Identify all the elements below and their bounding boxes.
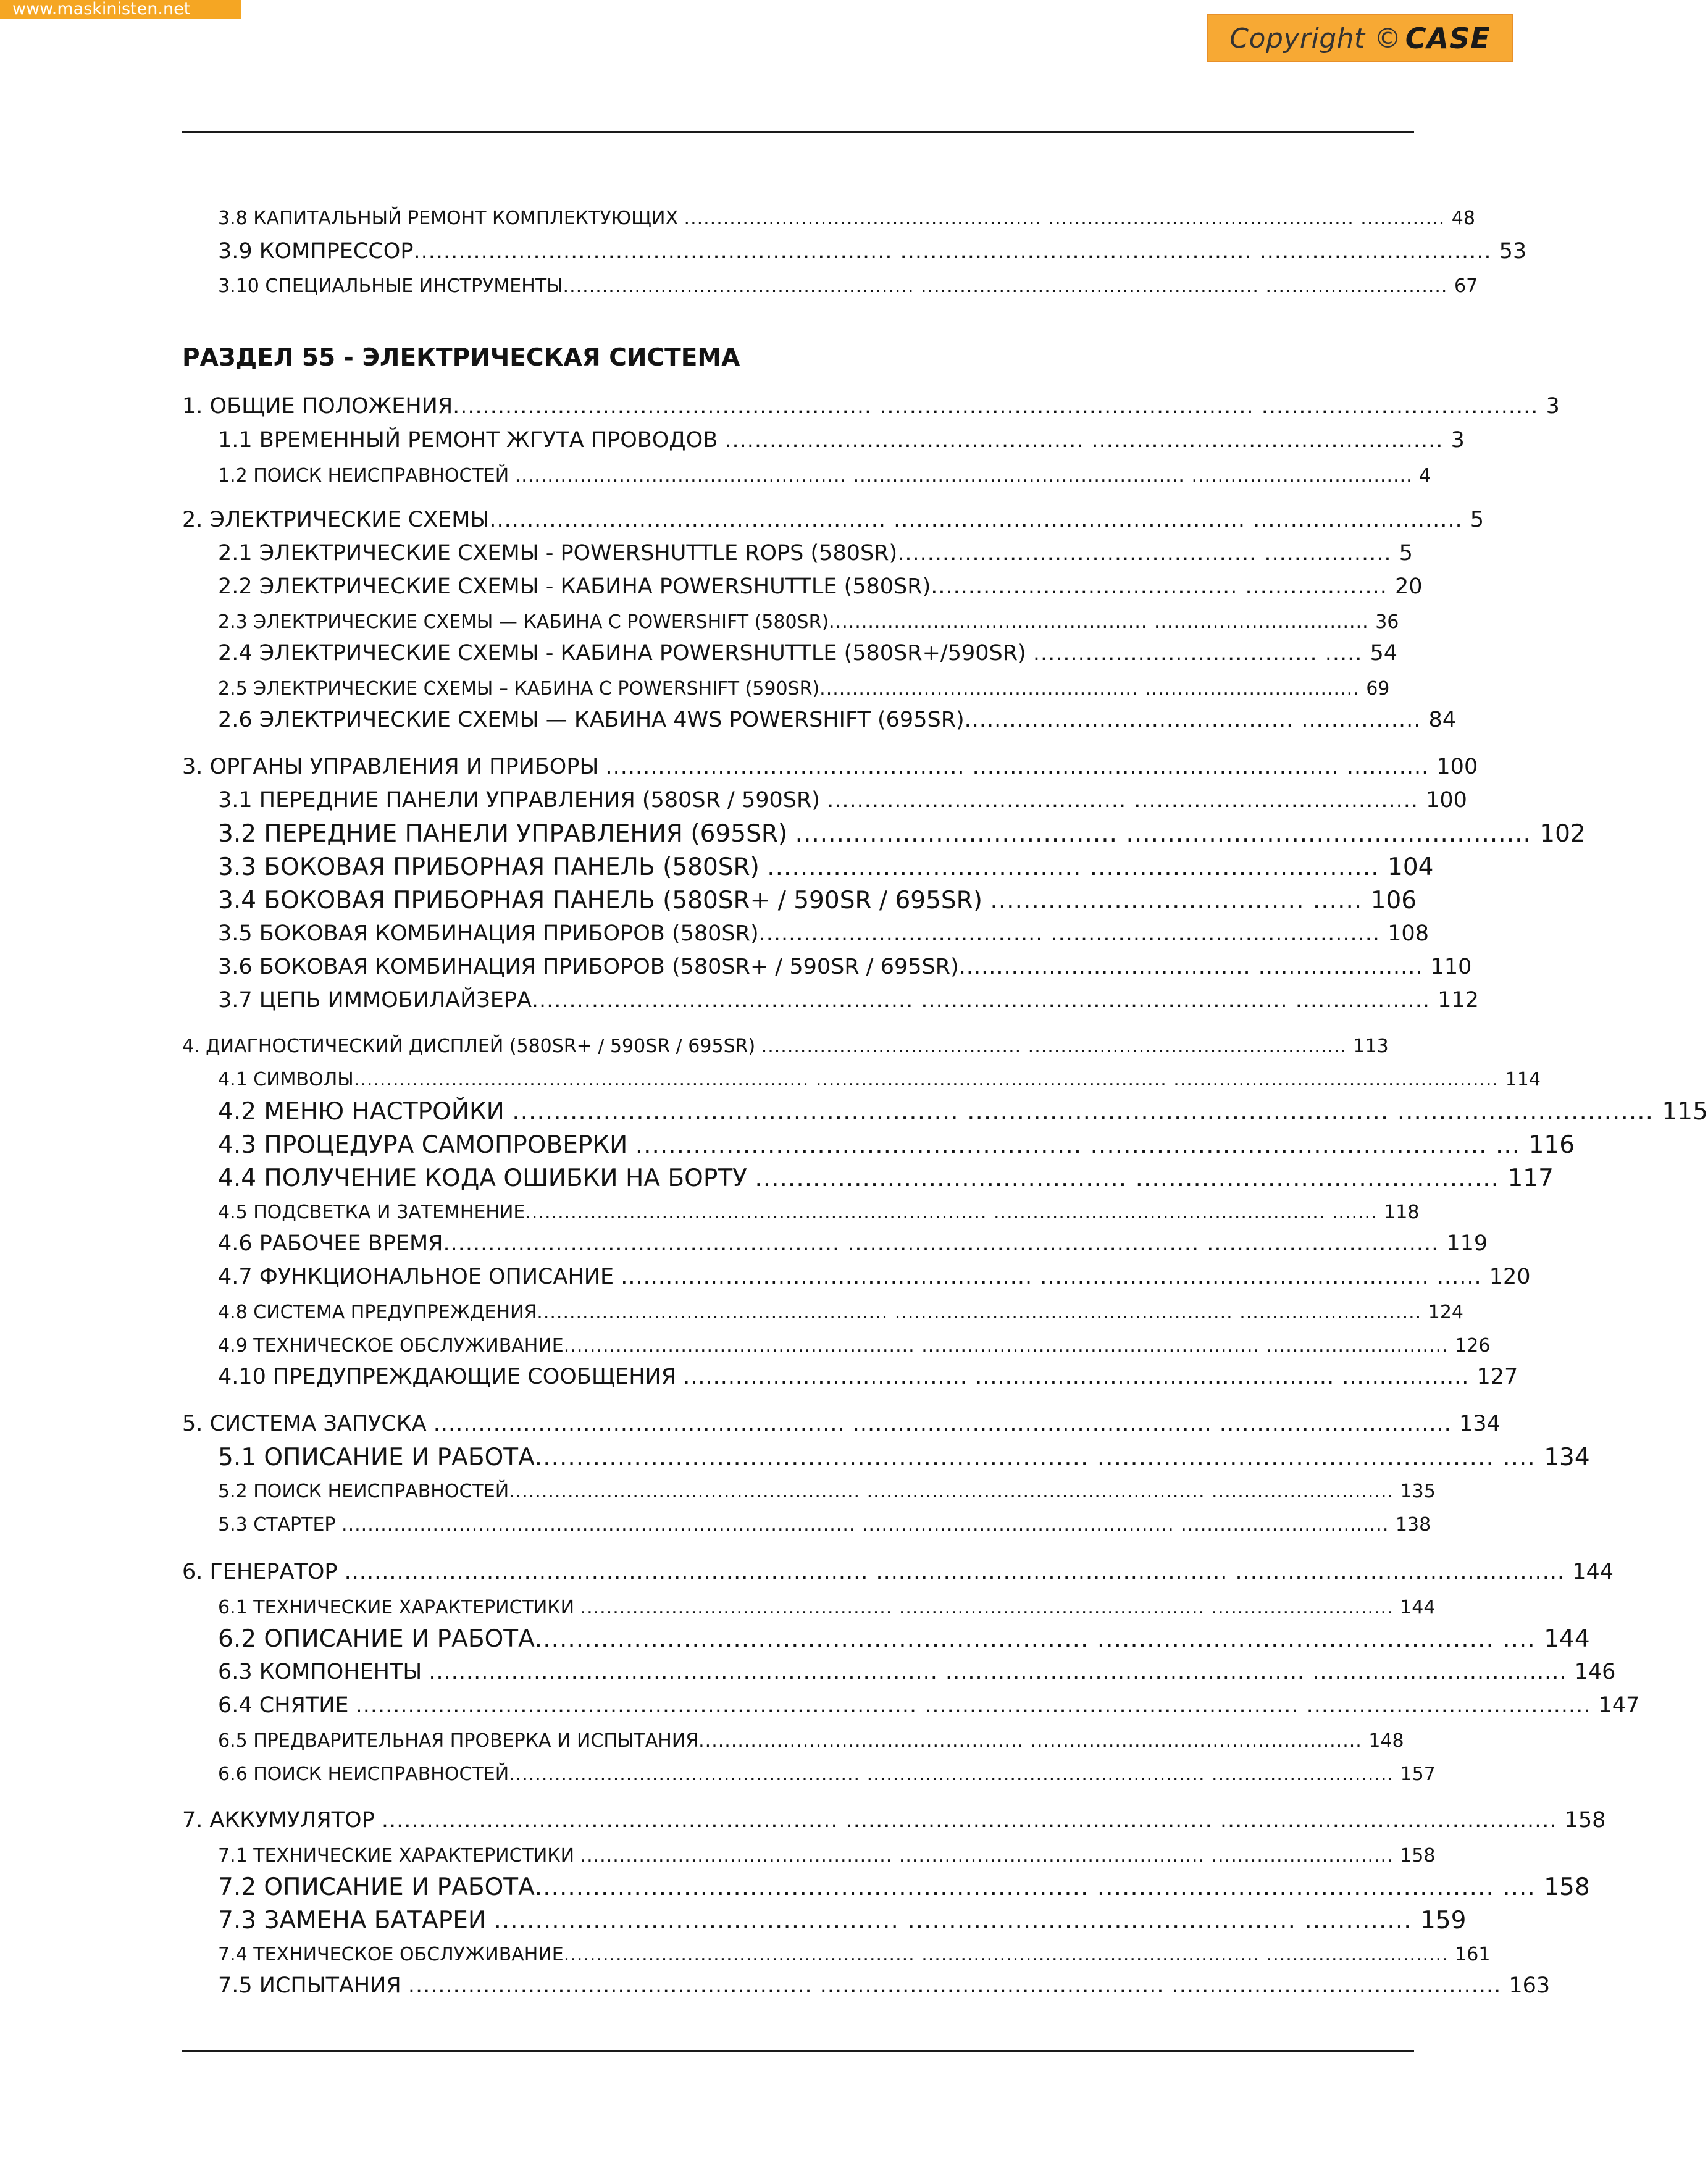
toc-entry-title: 6.4 СНЯТИЕ — [218, 1693, 356, 1718]
toc-page-number: 144 — [1400, 1597, 1436, 1618]
toc-entry[interactable] — [182, 1560, 1614, 1584]
toc-leader: ............................................. ............................................ — [755, 1165, 1508, 1192]
toc-entry-title: 3. ОРГАНЫ УПРАВЛЕНИЯ И ПРИБОРЫ — [182, 755, 606, 779]
toc-entry[interactable] — [218, 820, 1586, 848]
toc-entry-title: 4.6 РАБОЧЕЕ ВРЕМЯ — [218, 1231, 443, 1256]
toc-leader: ...................................... ................................... — [767, 853, 1388, 881]
toc-entry-title: 3.5 БОКОВАЯ КОМБИНАЦИЯ ПРИБОРОВ (580SR) — [218, 921, 759, 946]
toc-page-number: 127 — [1476, 1365, 1518, 1389]
toc-page-number: 114 — [1505, 1069, 1541, 1090]
toc-entry-title: 3.3 БОКОВАЯ ПРИБОРНАЯ ПАНЕЛЬ (580SR) — [218, 853, 768, 881]
toc-leader: ...................................................... .............................................. ............................................ — [408, 1973, 1509, 1998]
toc-leader: ................................................................... ................................................ .... — [534, 1444, 1544, 1471]
toc-leader: ................................................................ ............................................... ............................... — [413, 239, 1499, 264]
toc-entry[interactable] — [218, 1730, 1404, 1752]
toc-leader: ...................................................... .................................................... ............................ — [563, 1335, 1455, 1357]
toc-entry-title: 7. АККУМУЛЯТОР — [182, 1808, 382, 1833]
toc-entry[interactable] — [218, 428, 1465, 453]
toc-entry-title: 3.7 ЦЕПЬ ИММОБИЛАЙЗЕРА — [218, 988, 532, 1013]
toc-page-number: 48 — [1451, 207, 1475, 229]
case-logo: CASE — [1405, 22, 1491, 55]
toc-leader: ................................................ ............................................... ............................ — [580, 1845, 1400, 1867]
toc-entry-title: 6.2 ОПИСАНИЕ И РАБОТА — [218, 1625, 535, 1653]
toc-entry-title: 3.10 СПЕЦИАЛЬНЫЕ ИНСТРУМЕНТЫ — [218, 275, 563, 297]
toc-entry-title: 2.4 ЭЛЕКТРИЧЕСКИЕ СХЕМЫ - КАБИНА POWERSHUTTLE (580SR+/590SR) — [218, 641, 1033, 666]
toc-entry-title: 3.6 БОКОВАЯ КОМБИНАЦИЯ ПРИБОРОВ (580SR+ / 590SR / 695SR) — [218, 955, 959, 979]
toc-entry[interactable] — [218, 1693, 1640, 1718]
toc-entry-title: 7.4 ТЕХНИЧЕСКОЕ ОБСЛУЖИВАНИЕ — [218, 1944, 564, 1965]
toc-leader: ....................................... ...................... — [958, 955, 1431, 979]
toc-page-number: 108 — [1388, 921, 1429, 946]
toc-leader: ...................................................... .................................................... ............................ — [563, 1944, 1455, 1965]
toc-entry[interactable] — [218, 574, 1423, 599]
toc-entry[interactable] — [218, 275, 1478, 297]
toc-entry[interactable] — [218, 921, 1429, 946]
toc-page-number: 134 — [1459, 1411, 1501, 1436]
toc-entry[interactable] — [218, 955, 1472, 979]
toc-entry-title: 5. СИСТЕМА ЗАПУСКА — [182, 1411, 433, 1436]
toc-leader: ................................................. ................................. — [829, 611, 1376, 633]
toc-entry[interactable] — [218, 1365, 1518, 1389]
toc-leader: ....................................................................... ................................................... ....... — [525, 1202, 1384, 1223]
toc-entry[interactable] — [218, 1763, 1436, 1785]
toc-entry[interactable] — [182, 1035, 1389, 1057]
toc-page-number: 134 — [1544, 1444, 1590, 1471]
toc-entry[interactable] — [218, 465, 1431, 487]
toc-entry-title: 7.2 ОПИСАНИЕ И РАБОТА — [218, 1873, 535, 1901]
toc-entry-title: 6.1 ТЕХНИЧЕСКИЕ ХАРАКТЕРИСТИКИ — [218, 1597, 580, 1618]
toc-entry-title: 2.3 ЭЛЕКТРИЧЕСКИЕ СХЕМЫ — КАБИНА С POWERSHIFT (580SR) — [218, 611, 829, 633]
toc-entry-title: 3.2 ПЕРЕДНИЕ ПАНЕЛИ УПРАВЛЕНИЯ (695SR) — [218, 820, 795, 848]
toc-entry[interactable] — [218, 887, 1417, 914]
toc-page-number: 126 — [1455, 1335, 1491, 1357]
toc-entry[interactable] — [218, 1481, 1436, 1502]
toc-entry-title: 4. ДИАГНОСТИЧЕСКИЙ ДИСПЛЕЙ (580SR+ / 590SR / 695SR) — [182, 1035, 761, 1057]
toc-entry[interactable] — [218, 708, 1456, 732]
toc-entry-title: 7.3 ЗАМЕНА БАТАРЕИ — [218, 1907, 494, 1934]
toc-entry-title: 3.8 КАПИТАЛЬНЫЙ РЕМОНТ КОМПЛЕКТУЮЩИХ — [218, 207, 684, 229]
toc-leader: ......................................... ................... — [931, 574, 1396, 599]
toc-page-number: 124 — [1428, 1302, 1464, 1323]
toc-page-number: 100 — [1436, 755, 1478, 779]
toc-leader: ...................................................................... ...................................................... .................................................. — [353, 1069, 1505, 1090]
toc-entry-title: 2.6 ЭЛЕКТРИЧЕСКИЕ СХЕМЫ — КАБИНА 4WS POWERSHIFT (695SR) — [218, 708, 965, 732]
toc-page-number: 106 — [1370, 887, 1417, 914]
toc-leader: .................................................. ................................................... — [698, 1730, 1369, 1752]
toc-leader: ........................................ ...................................... — [827, 788, 1426, 813]
toc-page-number: 146 — [1574, 1660, 1616, 1684]
toc-leader: ................................................................... ................................................ .... — [534, 1873, 1544, 1901]
toc-entry[interactable] — [218, 611, 1399, 633]
toc-entry[interactable] — [218, 1873, 1590, 1901]
toc-entry-title: 1.2 ПОИСК НЕИСПРАВНОСТЕЙ — [218, 465, 515, 487]
toc-entry[interactable] — [218, 1098, 1708, 1126]
toc-page-number: 144 — [1572, 1560, 1614, 1584]
toc-leader: ....................................................... ................................................ ............................... — [433, 1411, 1459, 1436]
toc-entry-title: 6.3 КОМПОНЕНТЫ — [218, 1660, 429, 1684]
toc-leader: ............................................ ................ — [964, 708, 1429, 732]
toc-page-number: 147 — [1598, 1693, 1640, 1718]
toc-entry[interactable] — [182, 1808, 1606, 1833]
toc-leader: ................................................... ................................................. .................. — [531, 988, 1438, 1013]
toc-page-number: 104 — [1388, 853, 1434, 881]
toc-leader: ................................................................... ................................................ .... — [534, 1625, 1544, 1653]
toc-leader: ...................................... ................................................ ................. — [683, 1365, 1477, 1389]
toc-leader: ...................................................... .................................................... ............................ — [563, 275, 1454, 297]
toc-page-number: 112 — [1438, 988, 1479, 1013]
toc-entry-title: 2. ЭЛЕКТРИЧЕСКИЕ СХЕМЫ — [182, 508, 490, 532]
toc-page-number: 3 — [1451, 428, 1465, 453]
header-divider — [182, 131, 1414, 133]
toc-entry[interactable] — [218, 1625, 1590, 1653]
toc-leader: ...................................................... .................................................... ............................ — [509, 1763, 1400, 1785]
toc-page-number: 138 — [1395, 1514, 1431, 1536]
toc-entry-title: 7.5 ИСПЫТАНИЯ — [218, 1973, 408, 1998]
toc-leader: ................................................ ................. — [897, 541, 1399, 566]
toc-entry[interactable] — [182, 394, 1560, 419]
toc-leader: ...................................... ...... — [990, 887, 1371, 914]
toc-page-number: 161 — [1455, 1944, 1491, 1965]
toc-leader: ................................................ ................................................. ........... — [605, 755, 1437, 779]
toc-leader: ........................................ ................................................. — [761, 1035, 1354, 1057]
toc-page-number: 54 — [1370, 641, 1398, 666]
toc-entry-title: 5.3 СТАРТЕР — [218, 1514, 342, 1536]
footer-divider — [182, 2050, 1414, 2052]
toc-page-number: 115 — [1662, 1098, 1708, 1126]
toc-page-number: 116 — [1528, 1131, 1575, 1159]
toc-entry[interactable] — [218, 641, 1398, 666]
toc-leader: ...................................................... ................................................ ... — [635, 1131, 1529, 1159]
toc-entry[interactable] — [218, 1231, 1488, 1256]
toc-entry-title: 2.1 ЭЛЕКТРИЧЕСКИЕ СХЕМЫ - POWERSHUTTLE ROPS (580SR) — [218, 541, 898, 566]
toc-entry[interactable] — [182, 755, 1478, 779]
toc-entry-title: 2.5 ЭЛЕКТРИЧЕСКИЕ СХЕМЫ – КАБИНА С POWERSHIFT (590SR) — [218, 678, 820, 700]
toc-entry-title: 5.1 ОПИСАНИЕ И РАБОТА — [218, 1444, 535, 1471]
toc-page-number: 100 — [1426, 788, 1467, 813]
toc-entry[interactable] — [218, 1944, 1491, 1965]
toc-entry-title: 4.8 СИСТЕМА ПРЕДУПРЕЖДЕНИЯ — [218, 1302, 537, 1323]
toc-entry[interactable] — [218, 1660, 1616, 1684]
toc-leader: ............................................................................... ................................................ ................................ — [341, 1514, 1396, 1536]
toc-entry[interactable] — [218, 678, 1390, 700]
toc-page-number: 135 — [1400, 1481, 1436, 1502]
toc-leader: ...................................... ..... — [1032, 641, 1370, 666]
toc-entry[interactable] — [218, 788, 1467, 813]
toc-leader: ................................................ ............................................... — [724, 428, 1451, 453]
toc-page-number: 4 — [1419, 465, 1431, 487]
copyright-banner — [1207, 14, 1513, 62]
toc-page-number: 113 — [1353, 1035, 1389, 1057]
toc-entry[interactable] — [218, 1597, 1436, 1618]
toc-leader: ........................................................................... .................................................. ...................................... — [355, 1693, 1599, 1718]
toc-entry[interactable] — [218, 1165, 1554, 1192]
toc-entry-title: 3.9 КОМПРЕССОР — [218, 239, 414, 264]
toc-entry[interactable] — [218, 1973, 1551, 1998]
toc-leader: ....................................... ................................................. — [795, 820, 1540, 848]
toc-entry[interactable] — [182, 508, 1484, 532]
toc-entry-title: 4.1 СИМВОЛЫ — [218, 1069, 354, 1090]
toc-page-number: 119 — [1446, 1231, 1488, 1256]
toc-entry-title: 5.2 ПОИСК НЕИСПРАВНОСТЕЙ — [218, 1481, 509, 1502]
toc-page-number: 20 — [1395, 574, 1423, 599]
toc-entry-title: 4.7 ФУНКЦИОНАЛЬНОЕ ОПИСАНИЕ — [218, 1265, 621, 1289]
toc-page-number: 36 — [1375, 611, 1399, 633]
site-url-badge[interactable]: www.maskinisten.net — [0, 0, 241, 19]
toc-entry-title: 4.9 ТЕХНИЧЕСКОЕ ОБСЛУЖИВАНИЕ — [218, 1335, 564, 1357]
toc-entry[interactable] — [218, 1069, 1541, 1090]
toc-page-number: 163 — [1509, 1973, 1551, 1998]
toc-page-number: 159 — [1420, 1907, 1467, 1934]
toc-entry[interactable] — [218, 988, 1479, 1013]
toc-entry[interactable] — [218, 1265, 1531, 1289]
toc-entry-title: 2.2 ЭЛЕКТРИЧЕСКИЕ СХЕМЫ - КАБИНА POWERSHUTTLE (580SR) — [218, 574, 931, 599]
toc-entry-title: 4.2 МЕНЮ НАСТРОЙКИ — [218, 1098, 513, 1126]
toc-entry-title: 1. ОБЩИЕ ПОЛОЖЕНИЯ — [182, 394, 453, 419]
toc-entry-title: 4.5 ПОДСВЕТКА И ЗАТЕМНЕНИЕ — [218, 1202, 525, 1223]
toc-entry-title: 6. ГЕНЕРАТОР — [182, 1560, 345, 1584]
toc-leader: ...................................................................... ............................................... ............................................ — [344, 1560, 1573, 1584]
toc-page-number: 148 — [1368, 1730, 1404, 1752]
toc-leader: ............................................................. ................................................. ............................................. — [381, 1808, 1565, 1833]
toc-entry[interactable] — [218, 1202, 1420, 1223]
toc-leader: ..................................................... ............................................... ............................ — [489, 508, 1470, 532]
toc-leader: ................................................. ............................................... ............. — [493, 1907, 1420, 1934]
toc-leader: ................................................. ................................. — [819, 678, 1367, 700]
toc-page-number: 53 — [1499, 239, 1527, 264]
toc-leader: ...................................................... .................................................... ............................ — [509, 1481, 1400, 1502]
toc-entry-title: 3.4 БОКОВАЯ ПРИБОРНАЯ ПАНЕЛЬ (580SR+ / 590SR / 695SR) — [218, 887, 990, 914]
toc-entry[interactable] — [218, 853, 1434, 881]
toc-entry[interactable] — [218, 207, 1475, 229]
toc-entry-title: 6.6 ПОИСК НЕИСПРАВНОСТЕЙ — [218, 1763, 509, 1785]
toc-page-number: 110 — [1430, 955, 1472, 979]
toc-page-number: 5 — [1399, 541, 1413, 566]
toc-page-number: 84 — [1428, 708, 1456, 732]
toc-leader: ...................................... ............................................ — [758, 921, 1388, 946]
toc-page-number: 158 — [1544, 1873, 1590, 1901]
toc-page-number: 118 — [1384, 1202, 1420, 1223]
toc-leader: ........................................................ .................................................. ..................................... — [453, 394, 1546, 419]
toc-leader: ................................................... ................................................... .................................. — [514, 465, 1420, 487]
toc-entry[interactable] — [218, 1845, 1436, 1867]
toc-leader: ....................................................... .................................................... ...... — [621, 1265, 1489, 1289]
toc-entry[interactable] — [182, 1411, 1501, 1436]
toc-page-number: 117 — [1507, 1165, 1554, 1192]
toc-entry-title: 4.4 ПОЛУЧЕНИЕ КОДА ОШИБКИ НА БОРТУ — [218, 1165, 755, 1192]
toc-leader: .................................................................... ................................................ .................................. — [429, 1660, 1575, 1684]
toc-entry-title: 1.1 ВРЕМЕННЫЙ РЕМОНТ ЖГУТА ПРОВОДОВ — [218, 428, 725, 453]
toc-entry-title: 7.1 ТЕХНИЧЕСКИЕ ХАРАКТЕРИСТИКИ — [218, 1845, 580, 1867]
toc-entry[interactable] — [218, 1444, 1590, 1471]
toc-leader: ...................................................... .................................................... ............................ — [537, 1302, 1428, 1323]
toc-page-number: 144 — [1544, 1625, 1590, 1653]
toc-entry[interactable] — [218, 541, 1413, 566]
toc-page-number: 158 — [1564, 1808, 1606, 1833]
toc-leader: ....................................................... ............................................... ............. — [684, 207, 1452, 229]
toc-entry[interactable] — [218, 1335, 1491, 1357]
toc-leader: ...................................................... ................................................... ............................... — [512, 1098, 1662, 1126]
copyright-text: Copyright © — [1229, 22, 1402, 54]
toc-entry-title: 4.3 ПРОЦЕДУРА САМОПРОВЕРКИ — [218, 1131, 635, 1159]
toc-leader: ................................................ ............................................... ............................ — [580, 1597, 1400, 1618]
toc-page-number: 67 — [1454, 275, 1478, 297]
toc-entry-title: 3.1 ПЕРЕДНИЕ ПАНЕЛИ УПРАВЛЕНИЯ (580SR / 590SR) — [218, 788, 827, 813]
toc-entry[interactable] — [218, 1302, 1464, 1323]
toc-entry[interactable] — [218, 239, 1527, 264]
toc-page-number: 102 — [1539, 820, 1586, 848]
toc-entry-title: 6.5 ПРЕДВАРИТЕЛЬНАЯ ПРОВЕРКА И ИСПЫТАНИЯ — [218, 1730, 699, 1752]
toc-leader: ..................................................... ............................................... ............................... — [443, 1231, 1447, 1256]
section-title: РАЗДЕЛ 55 - ЭЛЕКТРИЧЕСКАЯ СИСТЕМА — [182, 344, 740, 372]
toc-page-number: 157 — [1400, 1763, 1436, 1785]
toc-page-number: 5 — [1470, 508, 1484, 532]
toc-page-number: 69 — [1366, 678, 1390, 700]
toc-entry[interactable] — [218, 1131, 1575, 1159]
toc-page-number: 158 — [1400, 1845, 1436, 1867]
toc-entry-title: 4.10 ПРЕДУПРЕЖДАЮЩИЕ СООБЩЕНИЯ — [218, 1365, 684, 1389]
toc-page-number: 3 — [1546, 394, 1560, 419]
toc-page-number: 120 — [1489, 1265, 1531, 1289]
toc-entry[interactable] — [218, 1907, 1467, 1934]
toc-entry[interactable] — [218, 1514, 1431, 1536]
